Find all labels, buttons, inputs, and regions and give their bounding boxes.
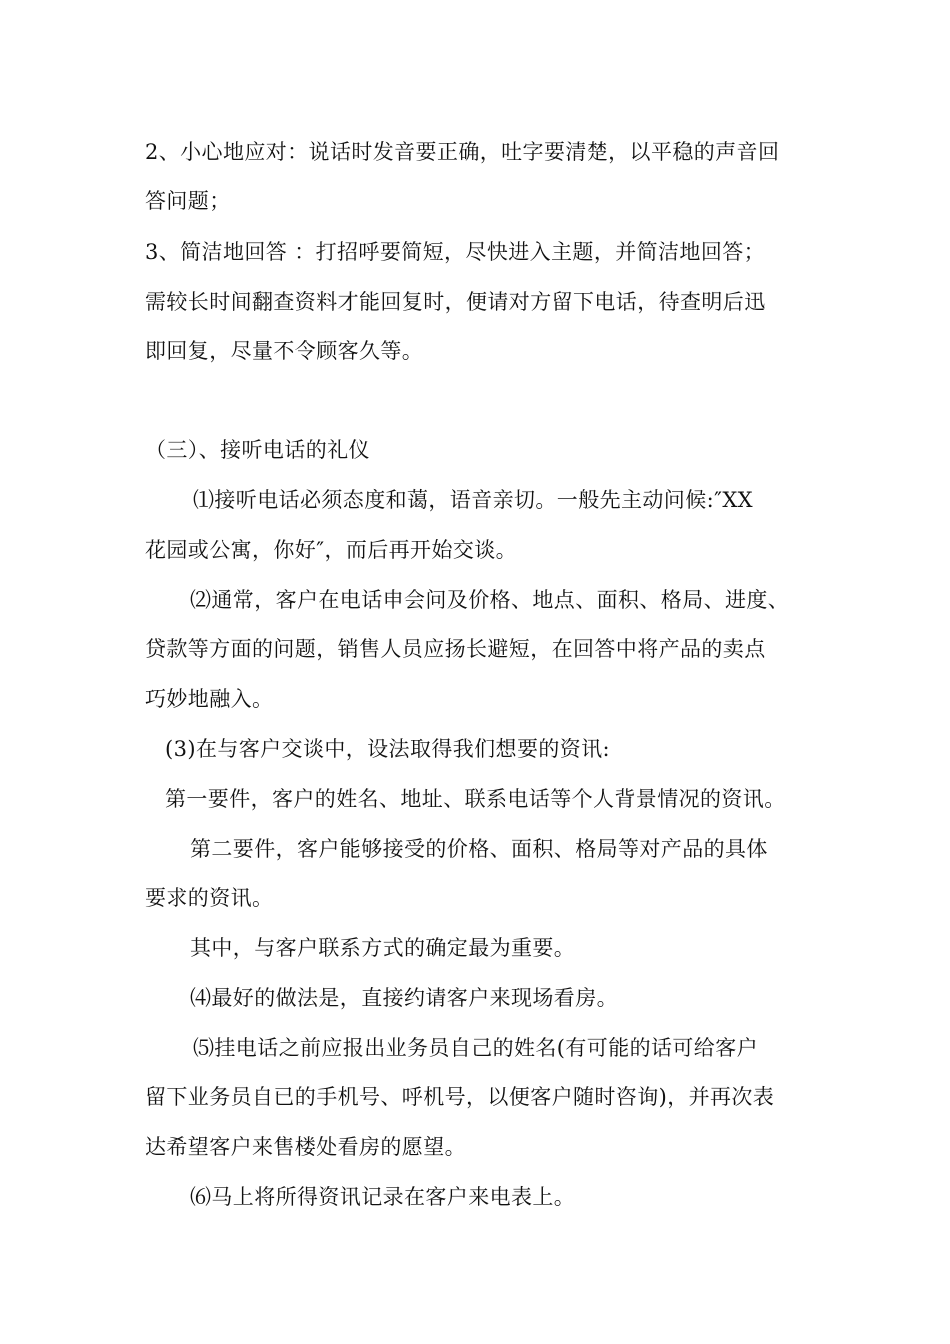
section-heading: （三）、接听电话的礼仪 — [145, 438, 370, 462]
paragraph-line: 即回复，尽量不令顾客久等。 — [145, 339, 424, 363]
paragraph-line: ⑴接听电话必须态度和蔼，语音亲切。一般先主动问候:″XX — [193, 488, 754, 512]
paragraph-line: 第一要件，客户的姓名、地址、联系电话等个人背景情况的资讯。 — [165, 787, 786, 811]
paragraph-line: 3、简洁地回答 ：打招呼要简短，尽快进入主题，并简洁地回答； — [145, 240, 766, 264]
paragraph-line: 需较长时间翻查资料才能回复时，便请对方留下电话，待查明后迅 — [145, 290, 766, 314]
paragraph-line: ⑵通常，客户在电话申会问及价格、地点、面积、格局、进度、 — [190, 588, 790, 612]
paragraph-line: 其中，与客户联系方式的确定最为重要。 — [190, 936, 576, 960]
paragraph-line: ⑹马上将所得资讯记录在客户来电表上。 — [190, 1185, 576, 1209]
paragraph-line: 答问题； — [145, 189, 231, 213]
paragraph-line: 留下业务员自已的手机号、呼机号，以便客户随时咨询)，并再次表 — [145, 1085, 775, 1109]
paragraph-line: ⑸挂电话之前应报出业务员自己的姓名(有可能的话可给客户 — [193, 1036, 758, 1060]
paragraph-line: 第二要件，客户能够接受的价格、面积、格局等对产品的具体 — [190, 837, 768, 861]
paragraph-line: 达希望客户来售楼处看房的愿望。 — [145, 1135, 466, 1159]
paragraph-line: 花园或公寓，你好″，而后再开始交谈。 — [145, 538, 518, 562]
paragraph-line: (3)在与客户交谈中，设法取得我们想要的资讯: — [165, 737, 611, 761]
paragraph-line: 要求的资讯。 — [145, 886, 274, 910]
paragraph-line: ⑷最好的做法是，直接约请客户来现场看房。 — [190, 986, 618, 1010]
paragraph-line: 贷款等方面的问题，销售人员应扬长避短，在回答中将产品的卖点 — [145, 637, 766, 661]
paragraph-line: 巧妙地融入。 — [145, 687, 274, 711]
paragraph-line: 2、小心地应对：说话时发音要正确，吐字要清楚，以平稳的声音回 — [145, 140, 780, 164]
